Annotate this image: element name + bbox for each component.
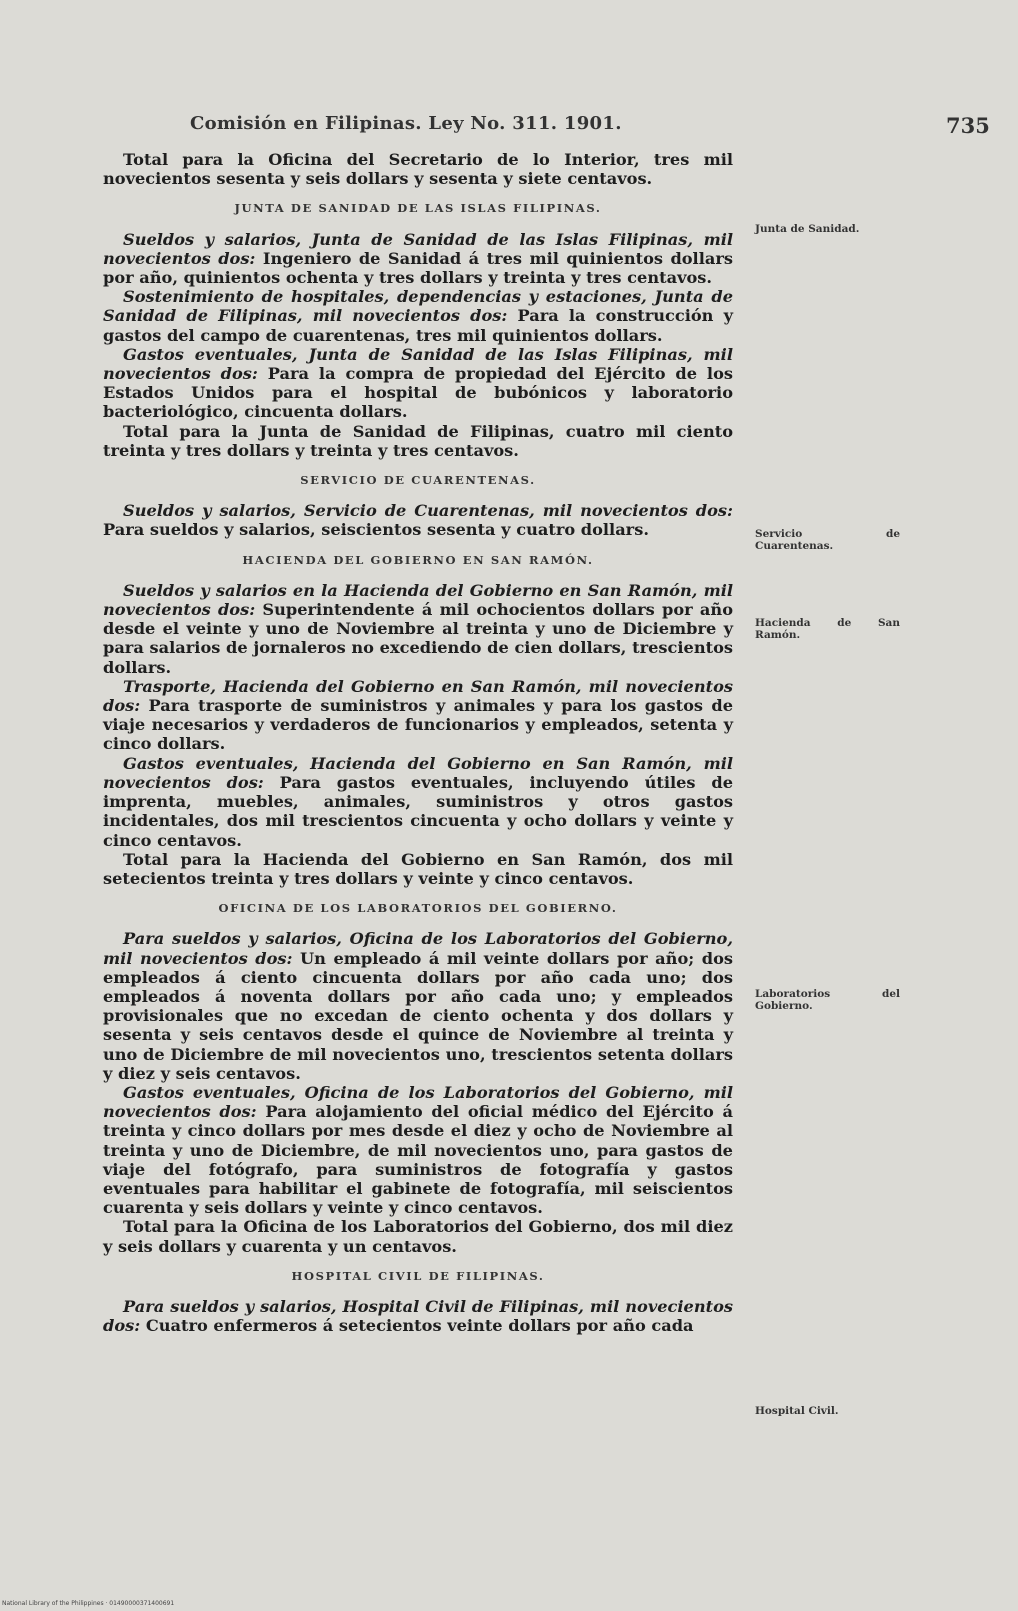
section-heading-junta-sanidad: JUNTA DE SANIDAD DE LAS ISLAS FILIPINAS.: [234, 201, 602, 216]
paragraph: Gastos eventuales, Junta de Sanidad de las Islas Filipinas, mil novecientos dos: Para la compra de propiedad del Ejército de los Estados Unidos para el hospital de bubónicos y laboratorio bacteriológico, cincuenta dollars.: [103, 344, 733, 422]
paragraph: Gastos eventuales, Oficina de los Laboratorios del Gobierno, mil novecientos dos: Para alojamiento del oficial médico del Ejército á treinta y cinco dollars por mes desde el diez y ocho de Noviembre al treinta y uno de Diciembre, de mil novecientos uno, para gastos de viaje del fotógrafo, para suministros de fotografía y gastos eventuales para habilitar el gabinete de fotografía, mil seiscientos cuarenta y seis dollars y veinte y cinco centavos.: [103, 1082, 733, 1218]
scan-footer: National Library of the Philippines · 01490000371400691: [2, 1600, 175, 1607]
paragraph-total-interior: Total para la Oficina del Secretario de lo Interior, tres mil novecientos sesenta y seis dollars y sesenta y siete centavos.: [103, 150, 733, 189]
margin-note-san-ramon: Hacienda de San Ramón.: [755, 617, 900, 641]
margin-note-hospital-civil: Hospital Civil.: [755, 1405, 839, 1417]
paragraph: Gastos eventuales, Hacienda del Gobierno en San Ramón, mil novecientos dos: Para gastos eventuales, incluyendo útiles de imprenta, muebles, animales, suministros y otros gastos incidentales, dos mil trescientos cincuenta y ocho dollars y veinte y cinco centavos.: [103, 753, 733, 850]
paragraph: Sueldos y salarios en la Hacienda del Gobierno en San Ramón, mil novecientos dos: Superintendente á mil ochocientos dollars por año desde el veinte y uno de Noviembre al treinta y uno de Diciembre y para salarios de jornaleros no excediendo de cien dollars, trescientos dollars.: [103, 580, 733, 677]
paragraph: Trasporte, Hacienda del Gobierno en San Ramón, mil novecientos dos: Para trasporte de suministros y animales y para los gastos de viaje necesarios y verdaderos de funcionarios y empleados, setenta y cinco dollars.: [103, 676, 733, 754]
page-number: 735: [946, 113, 990, 138]
section-heading-laboratorios: OFICINA DE LOS LABORATORIOS DEL GOBIERNO.: [218, 901, 618, 916]
paragraph: Para sueldos y salarios, Hospital Civil de Filipinas, mil novecientos dos: Cuatro enfermeros á setecientos veinte dollars por año cada: [103, 1296, 733, 1336]
margin-note-cuarentenas: Servicio de Cuarentenas.: [755, 528, 900, 552]
paragraph-total: Total para la Junta de Sanidad de Filipinas, cuatro mil ciento treinta y tres dollars y treinta y tres centavos.: [103, 421, 733, 460]
section-heading-cuarentenas: SERVICIO DE CUARENTENAS.: [300, 473, 536, 488]
paragraph: Sueldos y salarios, Servicio de Cuarentenas, mil novecientos dos: Para sueldos y salarios, seiscientos sesenta y cuatro dollars.: [103, 501, 733, 540]
section-heading-hospital-civil: HOSPITAL CIVIL DE FILIPINAS.: [291, 1268, 545, 1283]
paragraph-total: Total para la Hacienda del Gobierno en San Ramón, dos mil setecientos treinta y tres dollars y veinte y cinco centavos.: [103, 849, 733, 888]
paragraph: Sueldos y salarios, Junta de Sanidad de las Islas Filipinas, mil novecientos dos: Ingeniero de Sanidad á tres mil quinientos dollars por año, quinientos ochenta y tres dollars y treinta y tres centavos.: [103, 229, 733, 288]
margin-note-laboratorios: Laboratorios del Gobierno.: [755, 988, 900, 1012]
paragraph-total: Total para la Oficina de los Laboratorios del Gobierno, dos mil diez y seis dollars y cuarenta y un centavos.: [103, 1217, 733, 1256]
paragraph: Sostenimiento de hospitales, dependencias y estaciones, Junta de Sanidad de Filipinas, mil novecientos dos: Para la construcción y gastos del campo de cuarentenas, tres mil quinientos dollars.: [103, 287, 733, 345]
body-text: [103, 150, 733, 1335]
margin-note-junta-sanidad: Junta de Sanidad.: [755, 223, 860, 235]
paragraph: Para sueldos y salarios, Oficina de los Laboratorios del Gobierno, mil novecientos dos: Un empleado á mil veinte dollars por año; dos empleados á ciento cincuenta dollars por año cada uno; dos empleados á noventa dollars por año cada uno; y empleados provisionales que no excedan de ciento ochenta y dos dollars y sesenta y seis centavos desde el quince de Noviembre al treinta y uno de Diciembre de mil novecientos uno, trescientos setenta dollars y diez y seis centavos.: [103, 929, 734, 1083]
running-header: Comisión en Filipinas. Ley No. 311. 1901.: [190, 113, 622, 134]
section-heading-san-ramon: HACIENDA DEL GOBIERNO EN SAN RAMÓN.: [242, 552, 594, 567]
